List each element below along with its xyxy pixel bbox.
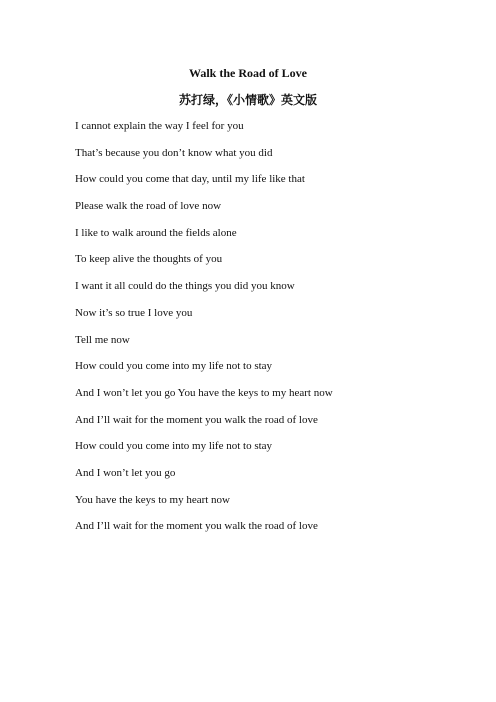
lyric-line: How could you come into my life not to stay	[75, 440, 273, 453]
lyric-line: I cannot explain the way I feel for you	[75, 120, 244, 132]
document-title: Walk the Road of Love	[188, 66, 307, 80]
lyric-line: Please walk the road of love now	[75, 200, 222, 213]
lyric-line: That’s because you don’t know what you did	[75, 146, 273, 159]
lyric-line: To keep alive the thoughts of you	[75, 253, 223, 266]
lyric-line: And I’ll wait for the moment you walk the road of love	[75, 520, 318, 533]
lyric-line: I like to walk around the fields alone	[75, 226, 237, 239]
document-subtitle: 苏打绿，《小情歌》英文版	[178, 93, 317, 107]
lyric-line: And I’ll wait for the moment you walk the road of love	[75, 413, 318, 426]
lyric-line: How could you come that day, until my life like that	[75, 173, 305, 186]
lyrics-list	[75, 120, 475, 547]
lyric-line: Now it’s so true I love you	[75, 306, 193, 319]
lyric-line: I want it all could do the things you did you know	[75, 280, 295, 293]
lyric-line: Tell me now	[75, 333, 130, 346]
lyric-line: And I won’t let you go	[75, 466, 176, 479]
lyric-line: And I won’t let you go You have the keys to my heart now	[75, 386, 333, 399]
lyric-line: How could you come into my life not to stay	[75, 360, 273, 373]
lyric-line: You have the keys to my heart now	[75, 493, 230, 506]
